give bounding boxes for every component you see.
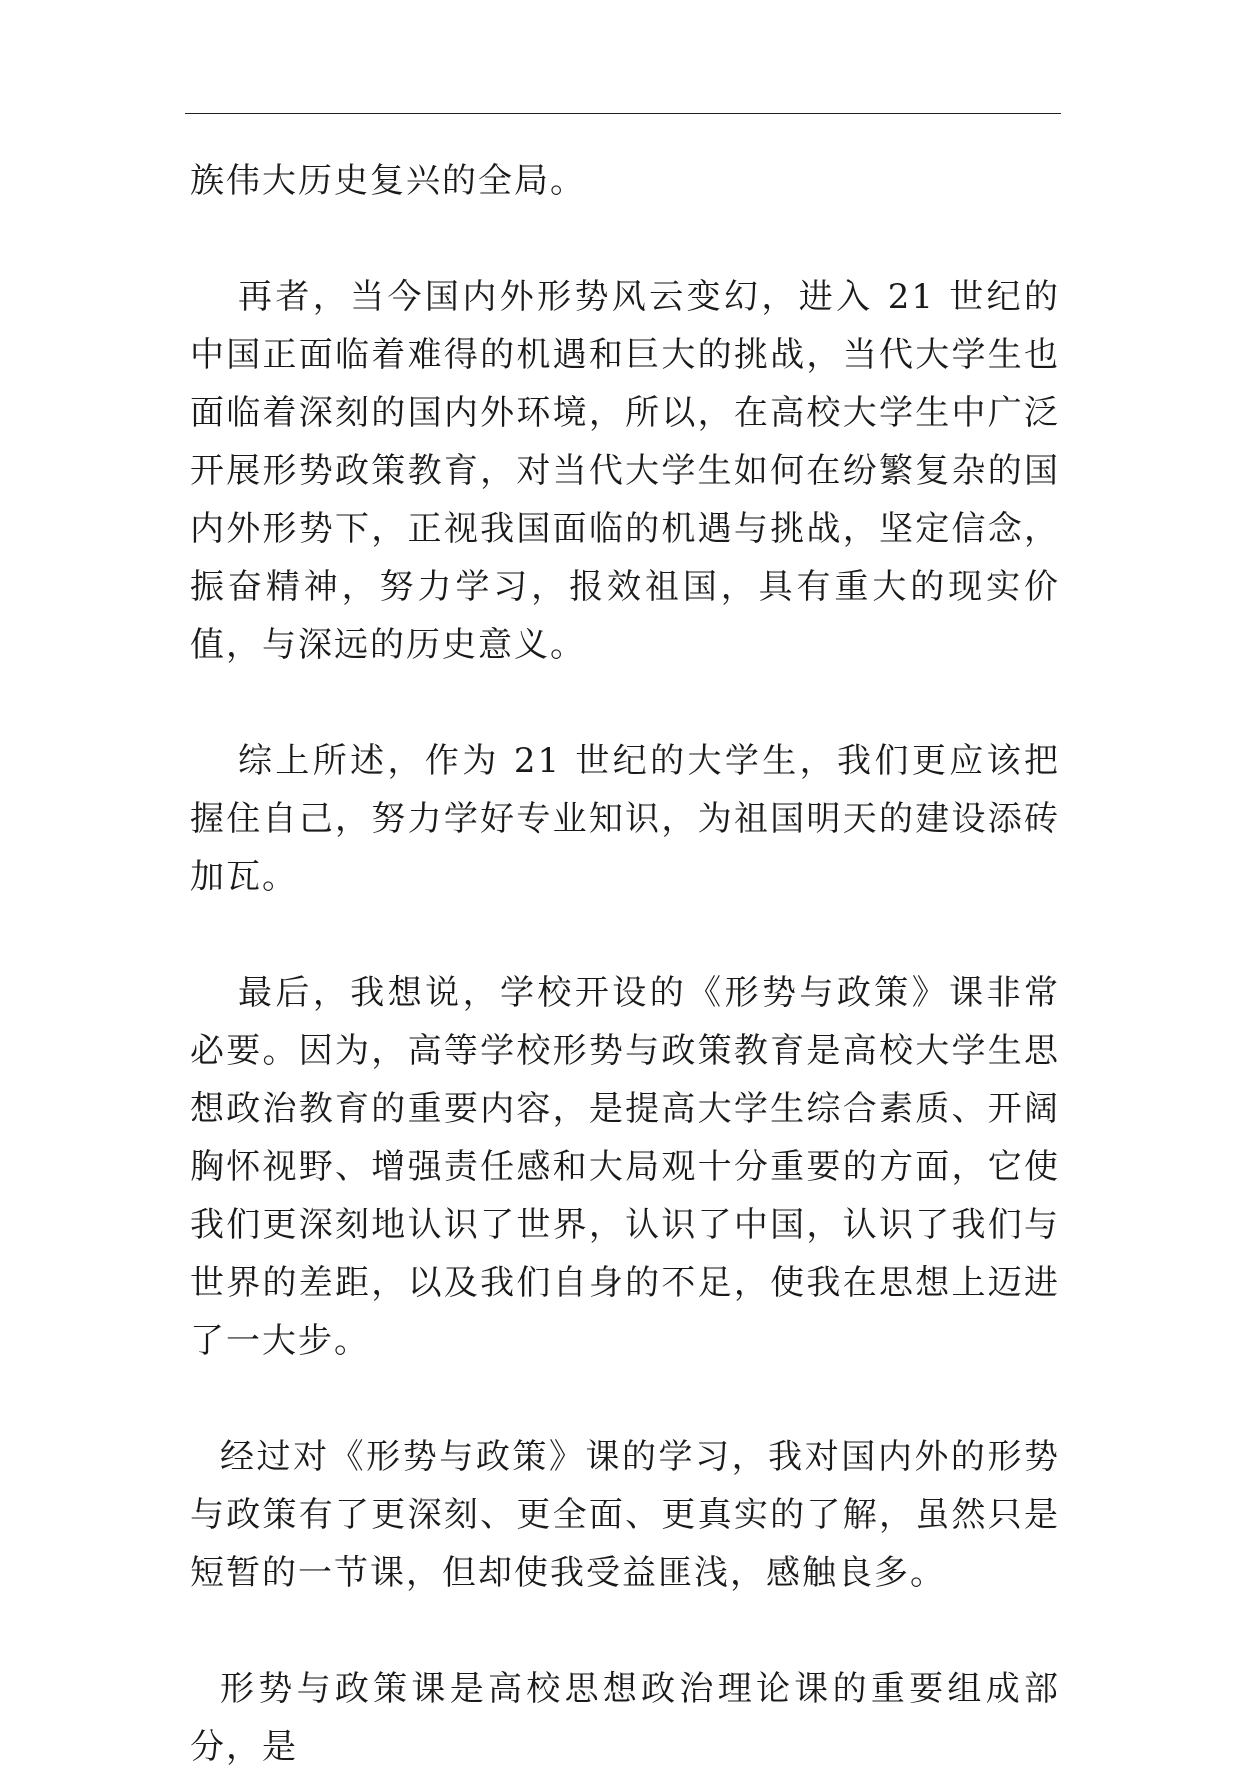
paragraph-gap: [190, 1602, 1060, 1660]
document-body: [190, 152, 1060, 1776]
paragraph-course-role: 形势与政策课是高校思想政治理论课的重要组成部分，是: [190, 1669, 1060, 1767]
paragraph-gap: [190, 1370, 1060, 1428]
paragraph-continuation: 族伟大历史复兴的全局。: [190, 161, 586, 201]
paragraph-summary: 综上所述，作为 21 世纪的大学生，我们更应该把握住自己，努力学好专业知识，为祖国明天的建设添砖加瓦。: [190, 741, 1060, 897]
paragraph-situation: 再者，当今国内外形势风云变幻，进入 21 世纪的中国正面临着难得的机遇和巨大的挑战，当代大学生也面临着深刻的国内外环境，所以，在高校大学生中广泛开展形势政策教育，对当代大学生如何在纷繁复杂的国内外形势下，正视我国面临的机遇与挑战，坚定信念，振奋精神，努力学习，报效祖国，具有重大的现实价值，与深远的历史意义。: [190, 277, 1060, 665]
paragraph-conclusion: 最后，我想说，学校开设的《形势与政策》课非常必要。因为，高等学校形势与政策教育是高校大学生思想政治教育的重要内容，是提高大学生综合素质、开阔胸怀视野、增强责任感和大局观十分重要的方面，它使我们更深刻地认识了世界，认识了中国，认识了我们与世界的差距，以及我们自身的不足，使我在思想上迈进了一大步。: [190, 973, 1060, 1361]
paragraph-reflection: 经过对《形势与政策》课的学习，我对国内外的形势与政策有了更深刻、更全面、更真实的了解，虽然只是短暂的一节课，但却使我受益匪浅，感触良多。: [190, 1437, 1060, 1593]
paragraph-gap: [190, 674, 1060, 732]
header-rule: [185, 113, 1061, 114]
paragraph-gap: [190, 210, 1060, 268]
paragraph-gap: [190, 906, 1060, 964]
